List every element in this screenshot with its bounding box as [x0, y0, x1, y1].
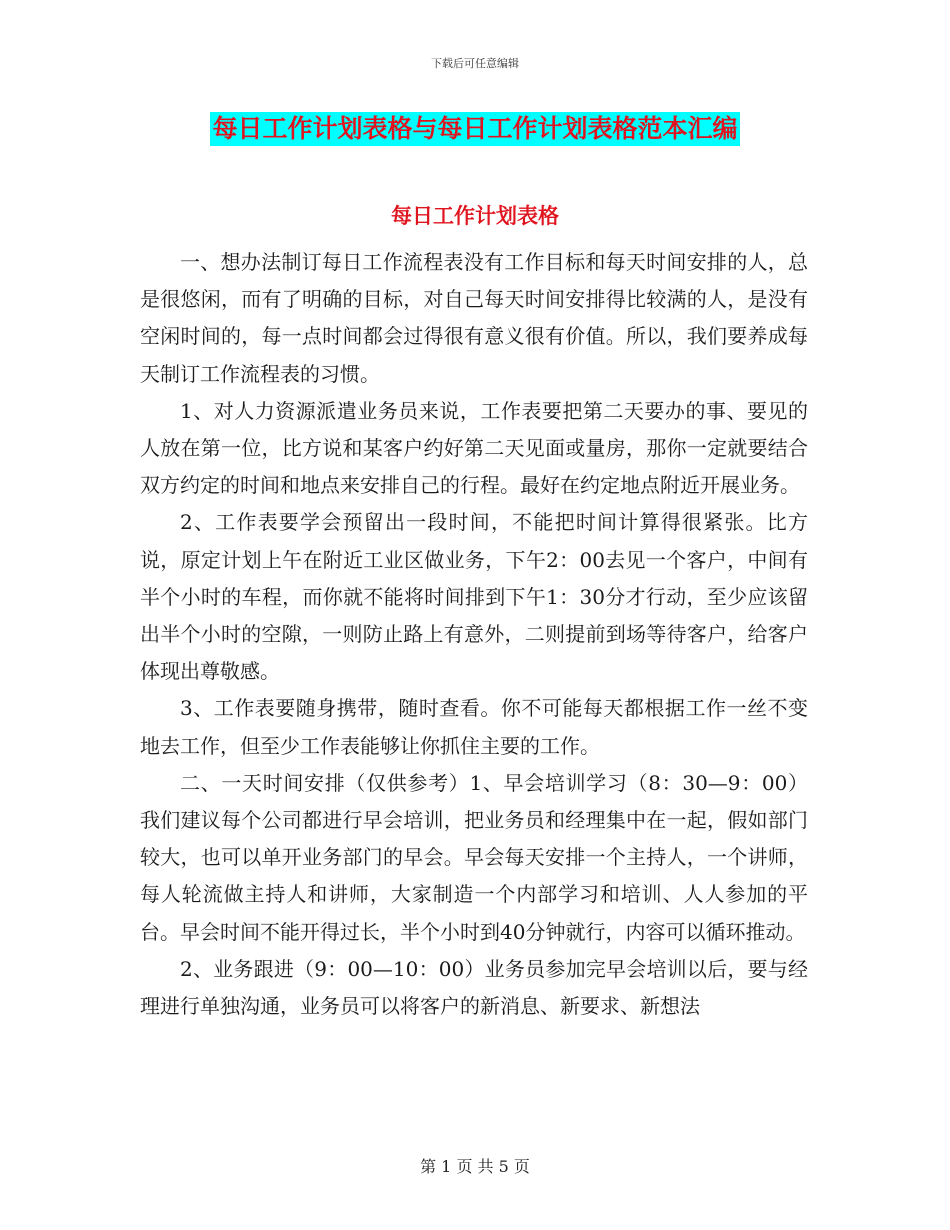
paragraph-5: 二、一天时间安排（仅供参考）1、早会培训学习（8：30—9：00）我们建议每个公司都进行早会培训，把业务员和经理集中在一起，假如部门较大，也可以单开业务部门的早会。早会每天安排一个主持人，一个讲师，每人轮流做主持人和讲师，大家制造一个内部学习和培训、人人参加的平台。早会时间不能开得过长，半个小时到40分钟就行，内容可以循环推动。: [140, 770, 808, 944]
document-title: 每日工作计划表格与每日工作计划表格范本汇编: [210, 112, 739, 146]
paragraph-1: 一、想办法制订每日工作流程表没有工作目标和每天时间安排的人，总是很悠闲，而有了明确的目标，对自己每天时间安排得比较满的人，是没有空闲时间的，每一点时间都会过得很有意义很有价值。所以，我们要养成每天制订工作流程表的习惯。: [140, 250, 808, 386]
body-text: [140, 244, 808, 1025]
paragraph-6: 2、业务跟进（9：00—10：00）业务员参加完早会培训以后，要与经理进行单独沟通，业务员可以将客户的新消息、新要求、新想法: [140, 956, 808, 1019]
paragraph-2: 1、对人力资源派遣业务员来说，工作表要把第二天要办的事、要见的人放在第一位，比方说和某客户约好第二天见面或量房，那你一定就要结合双方约定的时间和地点来安排自己的行程。最好在约定地点附近开展业务。: [140, 398, 808, 498]
section-title: 每日工作计划表格: [391, 204, 559, 228]
document-title-container: [0, 112, 950, 146]
page-footer: 第 1 页 共 5 页: [420, 1157, 530, 1176]
paragraph-4: 3、工作表要随身携带，随时查看。你不可能每天都根据工作一丝不变地去工作，但至少工作表能够让你抓住主要的工作。: [140, 696, 808, 758]
page-header-note: 下载后可任意编辑: [431, 57, 519, 70]
paragraph-3: 2、工作表要学会预留出一段时间，不能把时间计算得很紧张。比方说，原定计划上午在附近工业区做业务，下午2：00去见一个客户，中间有半个小时的车程，而你就不能将时间排到下午1：30分才行动，至少应该留出半个小时的空隙，一则防止路上有意外，二则提前到场等待客户，给客户体现出尊敬感。: [140, 510, 808, 684]
